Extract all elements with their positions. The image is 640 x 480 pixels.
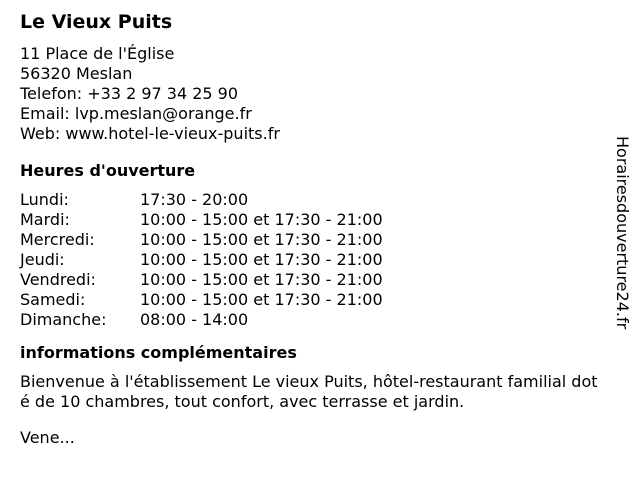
hours-time: 10:00 - 15:00 et 17:30 - 21:00 [140, 210, 383, 229]
hours-day: Samedi: [20, 290, 86, 309]
hours-time: 10:00 - 15:00 et 17:30 - 21:00 [140, 270, 383, 289]
additional-info-text: Bienvenue à l'établissement Le vieux Puits, hôtel-restaurant familial doté de 10 chambres, tout confort, avec terrasse et jardin. [20, 372, 598, 411]
hours-row [20, 270, 600, 290]
hours-row [20, 230, 600, 250]
hours-row [20, 210, 600, 230]
additional-info-heading: informations complémentaires [20, 343, 297, 362]
hours-time: 17:30 - 20:00 [140, 190, 249, 209]
hours-time: 10:00 - 15:00 et 17:30 - 21:00 [140, 250, 383, 269]
address-line-1: 11 Place de l'Église [20, 44, 175, 63]
hours-day: Jeudi: [20, 250, 65, 269]
hours-time: 10:00 - 15:00 et 17:30 - 21:00 [140, 290, 383, 309]
hours-day: Dimanche: [20, 310, 107, 329]
hours-day: Mercredi: [20, 230, 95, 249]
business-listing [20, 10, 600, 448]
opening-hours-heading: Heures d'ouverture [20, 161, 196, 180]
hours-day: Mardi: [20, 210, 70, 229]
hours-time: 08:00 - 14:00 [140, 310, 249, 329]
opening-hours-table [20, 190, 600, 330]
business-name: Le Vieux Puits [20, 11, 173, 33]
hours-time: 10:00 - 15:00 et 17:30 - 21:00 [140, 230, 383, 249]
hours-day: Lundi: [20, 190, 69, 209]
email-line: Email: lvp.meslan@orange.fr [20, 104, 252, 123]
hours-day: Vendredi: [20, 270, 96, 289]
site-watermark: Horairesdouverture24.fr [613, 136, 632, 330]
hours-row [20, 310, 600, 330]
website-line: Web: www.hotel-le-vieux-puits.fr [20, 124, 280, 143]
hours-row [20, 190, 600, 210]
hours-row [20, 250, 600, 270]
phone-line: Telefon: +33 2 97 34 25 90 [20, 84, 239, 103]
address-line-2: 56320 Meslan [20, 64, 133, 83]
hours-row [20, 290, 600, 310]
additional-info-truncated: Vene... [20, 428, 75, 447]
contact-block [20, 44, 600, 144]
